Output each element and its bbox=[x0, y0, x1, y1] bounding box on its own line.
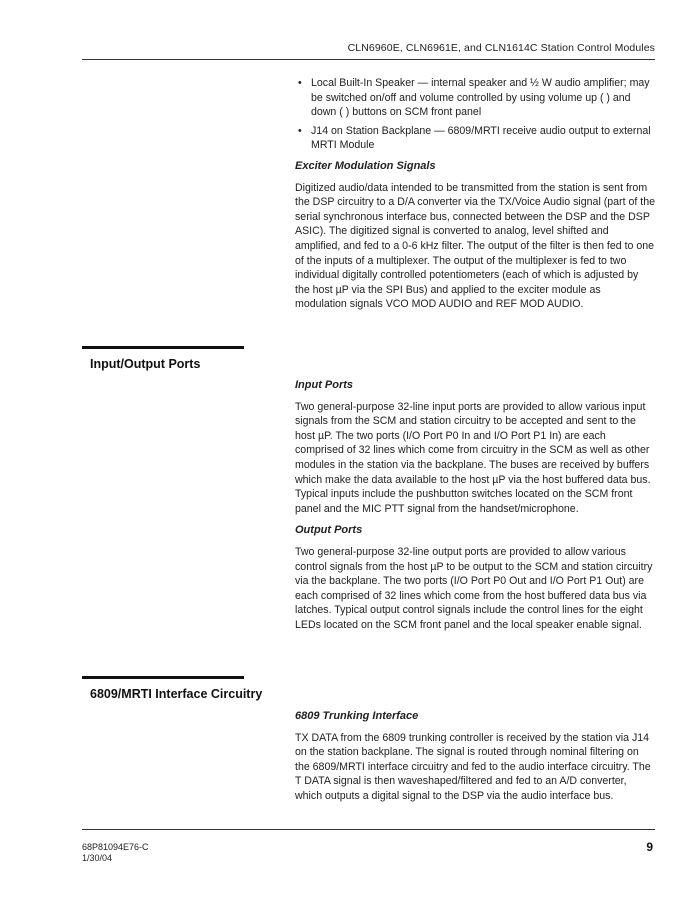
exciter-heading: Exciter Modulation Signals bbox=[295, 159, 436, 172]
section-rule-io bbox=[82, 346, 244, 349]
bullet-dot-icon: • bbox=[298, 124, 302, 137]
footer-rule bbox=[82, 829, 655, 830]
exciter-paragraph: Digitized audio/data intended to be transmitted from the station is sent from the DSP circuitry to a D/A converter via the TX/Voice Audio signal (part of the serial synchronous interface bus, connected between the DSP and the DSP ASIC). The digitized signal is converted to analog, level shifted and amplified, and fed to a 0-6 kHz filter. The output of the filter is then fed to one of the inputs of a multiplexer. The output of the multiplexer is fed to two individual digitally controlled potentiometers (each of which is adjusted by the host µP via the SPI Bus) and applied to the exciter module as modulation signals VCO MOD AUDIO and REF MOD AUDIO. bbox=[295, 181, 655, 311]
doc-date: 1/30/04 bbox=[82, 853, 113, 863]
trunking-paragraph: TX DATA from the 6809 trunking controller is received by the station via J14 on the station backplane. The signal is routed through nominal filtering on the 6809/MRTI interface circuitry and fed to the audio interface circuitry. The T DATA signal is then waveshaped/filtered and fed to an A/D converter, which outputs a digital signal to the DSP via the audio interface bus. bbox=[295, 731, 651, 802]
top-content-block bbox=[295, 76, 655, 312]
doc-number: 68P81094E76-C bbox=[82, 842, 149, 852]
section-title-mrti: 6809/MRTI Interface Circuitry bbox=[90, 687, 263, 701]
page-number: 9 bbox=[646, 840, 653, 854]
footer-doc-info bbox=[82, 842, 149, 864]
bullet-text: Local Built-In Speaker — internal speaker and ½ W audio amplifier; may be switched on/off and volume controlled by using volume up ( ) and down ( ) buttons on SCM front panel bbox=[311, 77, 650, 119]
bullet-dot-icon: • bbox=[298, 77, 302, 89]
mrti-content-block bbox=[295, 709, 655, 804]
header-rule bbox=[82, 59, 655, 60]
section-rule-mrti bbox=[82, 676, 244, 679]
output-ports-heading: Output Ports bbox=[295, 524, 363, 537]
trunking-heading: 6809 Trunking Interface bbox=[295, 710, 419, 722]
bullet-item bbox=[295, 124, 655, 153]
section-title-io: Input/Output Ports bbox=[90, 357, 201, 371]
running-header: CLN6960E, CLN6961E, and CLN1614C Station Control Modules bbox=[347, 42, 655, 54]
bullet-item bbox=[295, 76, 655, 120]
io-content-block bbox=[295, 378, 655, 633]
input-ports-heading: Input Ports bbox=[295, 379, 354, 391]
feature-bullet-list bbox=[295, 76, 655, 153]
bullet-text: J14 on Station Backplane — 6809/MRTI receive audio output to external MRTI Module bbox=[311, 124, 651, 152]
output-ports-paragraph: Two general-purpose 32-line output ports are provided to allow various control signals from the host µP to be output to the SCM and station circuitry via the backplane. The two ports (I/O Port P0 Out and I/O Port P1 Out) are each comprised of 32 lines which come from the host buffered data bus via latches. Typical output control signals include the control lines for the eight LEDs located on the SCM front panel and the local speaker enable signal. bbox=[295, 545, 653, 631]
input-ports-paragraph: Two general-purpose 32-line input ports are provided to allow various input signals from the SCM and station circuitry to be accepted and sent to the host µP. The two ports (I/O Port P0 In and I/O Port P1 In) are each comprised of 32 lines which come from circuitry in the SCM as well as other modules in the station via the backplane. The buses are received by buffers which make the data available to the host µP via the host buffered data bus. Typical inputs include the pushbutton switches located on the SCM front panel and the MIC PTT signal from the handset/microphone. bbox=[295, 400, 651, 515]
